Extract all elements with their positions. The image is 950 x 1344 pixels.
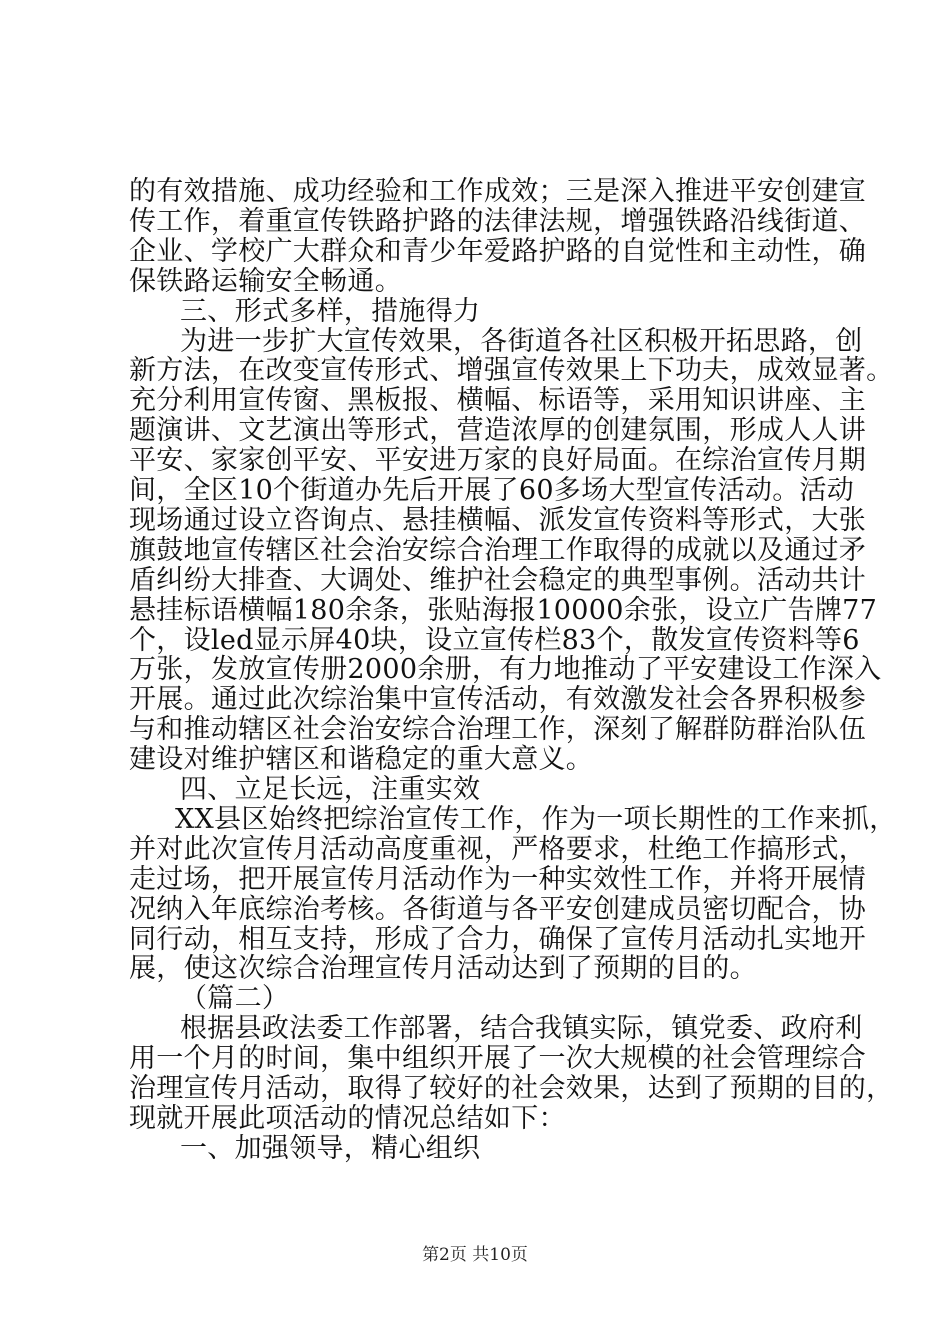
section-heading: 一、加强领导，精心组织 <box>180 1133 481 1164</box>
body-text-line: 展，使这次综合治理宣传月活动达到了预期的目的。 <box>129 953 757 984</box>
body-text-line: 现就开展此项活动的情况总结如下： <box>129 1103 566 1134</box>
section-heading: 三、形式多样，措施得力 <box>180 296 481 327</box>
section-heading: （篇二） <box>180 983 290 1014</box>
body-text-line: 间，全区10个街道办先后开展了60多场大型宣传活动。活动 <box>129 475 855 506</box>
body-text-line: 悬挂标语横幅180余条，张贴海报10000余张，设立广告牌77 <box>129 595 878 626</box>
body-text-line: 现场通过设立咨询点、悬挂横幅、派发宣传资料等形式，大张 <box>129 505 867 536</box>
body-text-line: 新方法，在改变宣传形式、增强宣传效果上下功夫，成效显著。 <box>129 355 894 386</box>
body-text-line: 旗鼓地宣传辖区社会治安综合治理工作取得的成就以及通过矛 <box>129 535 867 566</box>
body-text-line: 企业、学校广大群众和青少年爱路护路的自觉性和主动性，确 <box>129 236 867 267</box>
body-text-line: 建设对维护辖区和谐稳定的重大意义。 <box>129 744 594 775</box>
body-text-line: 盾纠纷大排查、大调处、维护社会稳定的典型事例。活动共计 <box>129 565 867 596</box>
body-text-line: 保铁路运输安全畅通。 <box>129 266 402 297</box>
body-text-line: 题演讲、文艺演出等形式，营造浓厚的创建氛围，形成人人讲 <box>129 415 867 446</box>
body-text-line: 走过场，把开展宣传月活动作为一种实效性工作，并将开展情 <box>129 864 867 895</box>
body-text-line: 的有效措施、成功经验和工作成效；三是深入推进平安创建宣 <box>129 176 867 207</box>
page-footer: 第2页 共10页 <box>422 1245 528 1265</box>
body-text-line: 个，设led显示屏40块，设立宣传栏83个，散发宣传资料等6 <box>129 625 860 656</box>
body-text-line: 充分利用宣传窗、黑板报、横幅、标语等，采用知识讲座、主 <box>129 385 867 416</box>
body-text-line: 为进一步扩大宣传效果，各街道各社区积极开拓思路，创 <box>180 326 863 357</box>
body-text-line: 同行动，相互支持，形成了合力，确保了宣传月活动扎实地开 <box>129 924 867 955</box>
body-text-line: 平安、家家创平安、平安进万家的良好局面。在综治宣传月期 <box>129 445 867 476</box>
body-text-line: 并对此次宣传月活动高度重视，严格要求，杜绝工作搞形式， <box>129 834 867 865</box>
body-text-line: 万张，发放宣传册2000余册，有力地推动了平安建设工作深入 <box>129 654 882 685</box>
body-text-line: 传工作，着重宣传铁路护路的法律法规，增强铁路沿线街道、 <box>129 206 867 237</box>
body-text-line: 用一个月的时间，集中组织开展了一次大规模的社会管理综合 <box>129 1043 867 1074</box>
body-text-line: 与和推动辖区社会治安综合治理工作，深刻了解群防群治队伍 <box>129 714 867 745</box>
body-text-line: 治理宣传月活动，取得了较好的社会效果，达到了预期的目的， <box>129 1073 894 1104</box>
body-text-line: 根据县政法委工作部署，结合我镇实际，镇党委、政府利 <box>180 1013 863 1044</box>
body-text-line: 开展。通过此次综治集中宣传活动，有效激发社会各界积极参 <box>129 684 867 715</box>
section-heading: 四、立足长远，注重实效 <box>180 774 481 805</box>
body-text-line: 况纳入年底综治考核。各街道与各平安创建成员密切配合，协 <box>129 894 867 925</box>
body-text-line: XX县区始终把综治宣传工作，作为一项长期性的工作来抓， <box>175 804 897 835</box>
